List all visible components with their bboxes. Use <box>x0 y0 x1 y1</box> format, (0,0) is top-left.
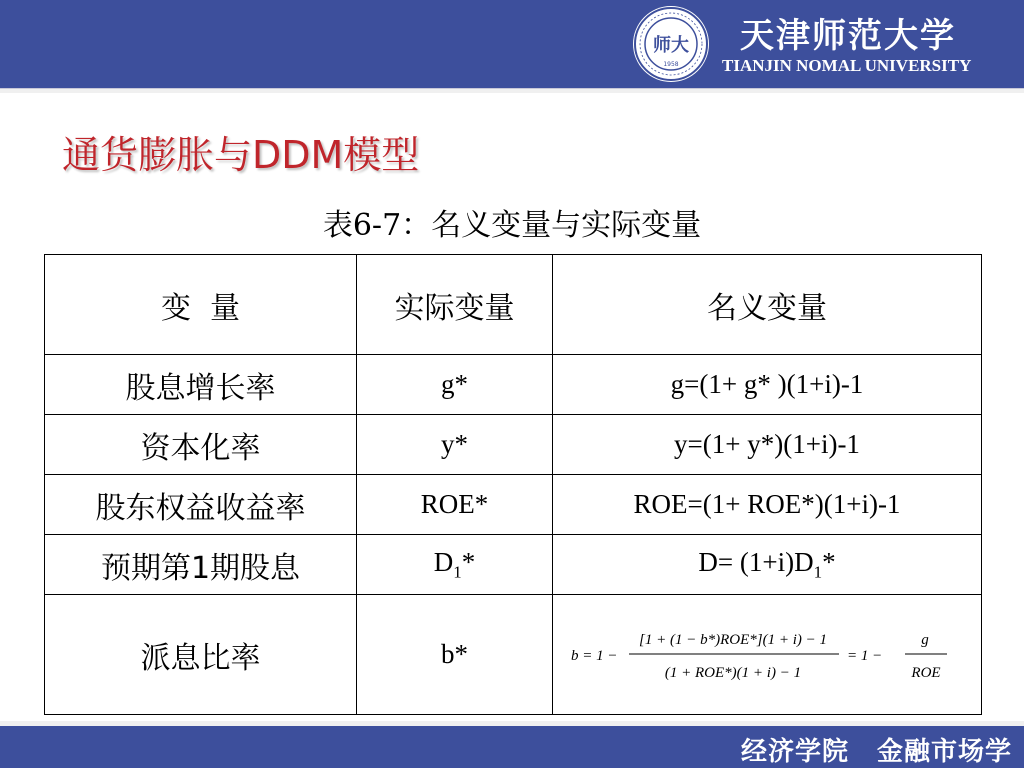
variables-table <box>44 254 982 715</box>
formula-numerator-2: g <box>921 631 929 648</box>
footer-course: 金融市场学 <box>876 737 1012 767</box>
footer-school: 经济学院 <box>740 737 849 767</box>
table-row <box>45 595 982 715</box>
table-row <box>45 535 982 595</box>
cell-real: g* <box>357 355 553 415</box>
header-banner <box>0 0 1024 88</box>
cell-variable: 派息比率 <box>45 595 357 715</box>
cell-payout-formula <box>553 595 982 715</box>
header-divider <box>0 88 1024 93</box>
cell-real: ROE* <box>357 475 553 535</box>
formula-denominator-2: ROE <box>911 664 941 681</box>
payout-formula <box>571 620 963 690</box>
header-real: 实际变量 <box>357 255 553 355</box>
header-nominal: 名义变量 <box>553 255 982 355</box>
table-row <box>45 355 982 415</box>
university-name-en: TIANJIN NOMAL UNIVERSITY <box>722 56 972 75</box>
cell-nominal: y=(1+ y*)(1+i)-1 <box>553 415 982 475</box>
cell-real: $D_1*$ <box>357 535 553 595</box>
cell-variable: 股息增长率 <box>45 355 357 415</box>
cell-variable: 资本化率 <box>45 415 357 475</box>
university-name-cn: 天津师范大学 <box>740 16 956 56</box>
table-row <box>45 415 982 475</box>
formula-lhs: b = 1 − <box>571 647 618 664</box>
cell-variable: 预期第1期股息 <box>45 535 357 595</box>
seal-text: 师大 <box>653 35 689 56</box>
university-seal-icon <box>633 6 709 82</box>
cell-real: y* <box>357 415 553 475</box>
cell-nominal: g=(1+ g* )(1+i)-1 <box>553 355 982 415</box>
footer-text <box>713 731 1012 768</box>
cell-nominal: $D= (1+i)D_1*$ <box>553 535 982 595</box>
table-row <box>45 475 982 535</box>
footer-banner <box>0 726 1024 768</box>
table-caption: 表6-7：名义变量与实际变量 <box>322 208 702 243</box>
header-variable: 变 量 <box>45 255 357 355</box>
seal-year: 1958 <box>663 61 679 68</box>
cell-real: b* <box>357 595 553 715</box>
formula-middle: = 1 − <box>847 647 883 664</box>
table-header-row <box>45 255 982 355</box>
formula-denominator: (1 + ROE*)(1 + i) − 1 <box>664 664 802 681</box>
formula-numerator: [1 + (1 − b*)ROE*](1 + i) − 1 <box>639 631 827 648</box>
cell-variable: 股东权益收益率 <box>45 475 357 535</box>
cell-nominal: ROE=(1+ ROE*)(1+i)-1 <box>553 475 982 535</box>
slide-title: 通货膨胀与DDM模型 <box>62 133 420 177</box>
